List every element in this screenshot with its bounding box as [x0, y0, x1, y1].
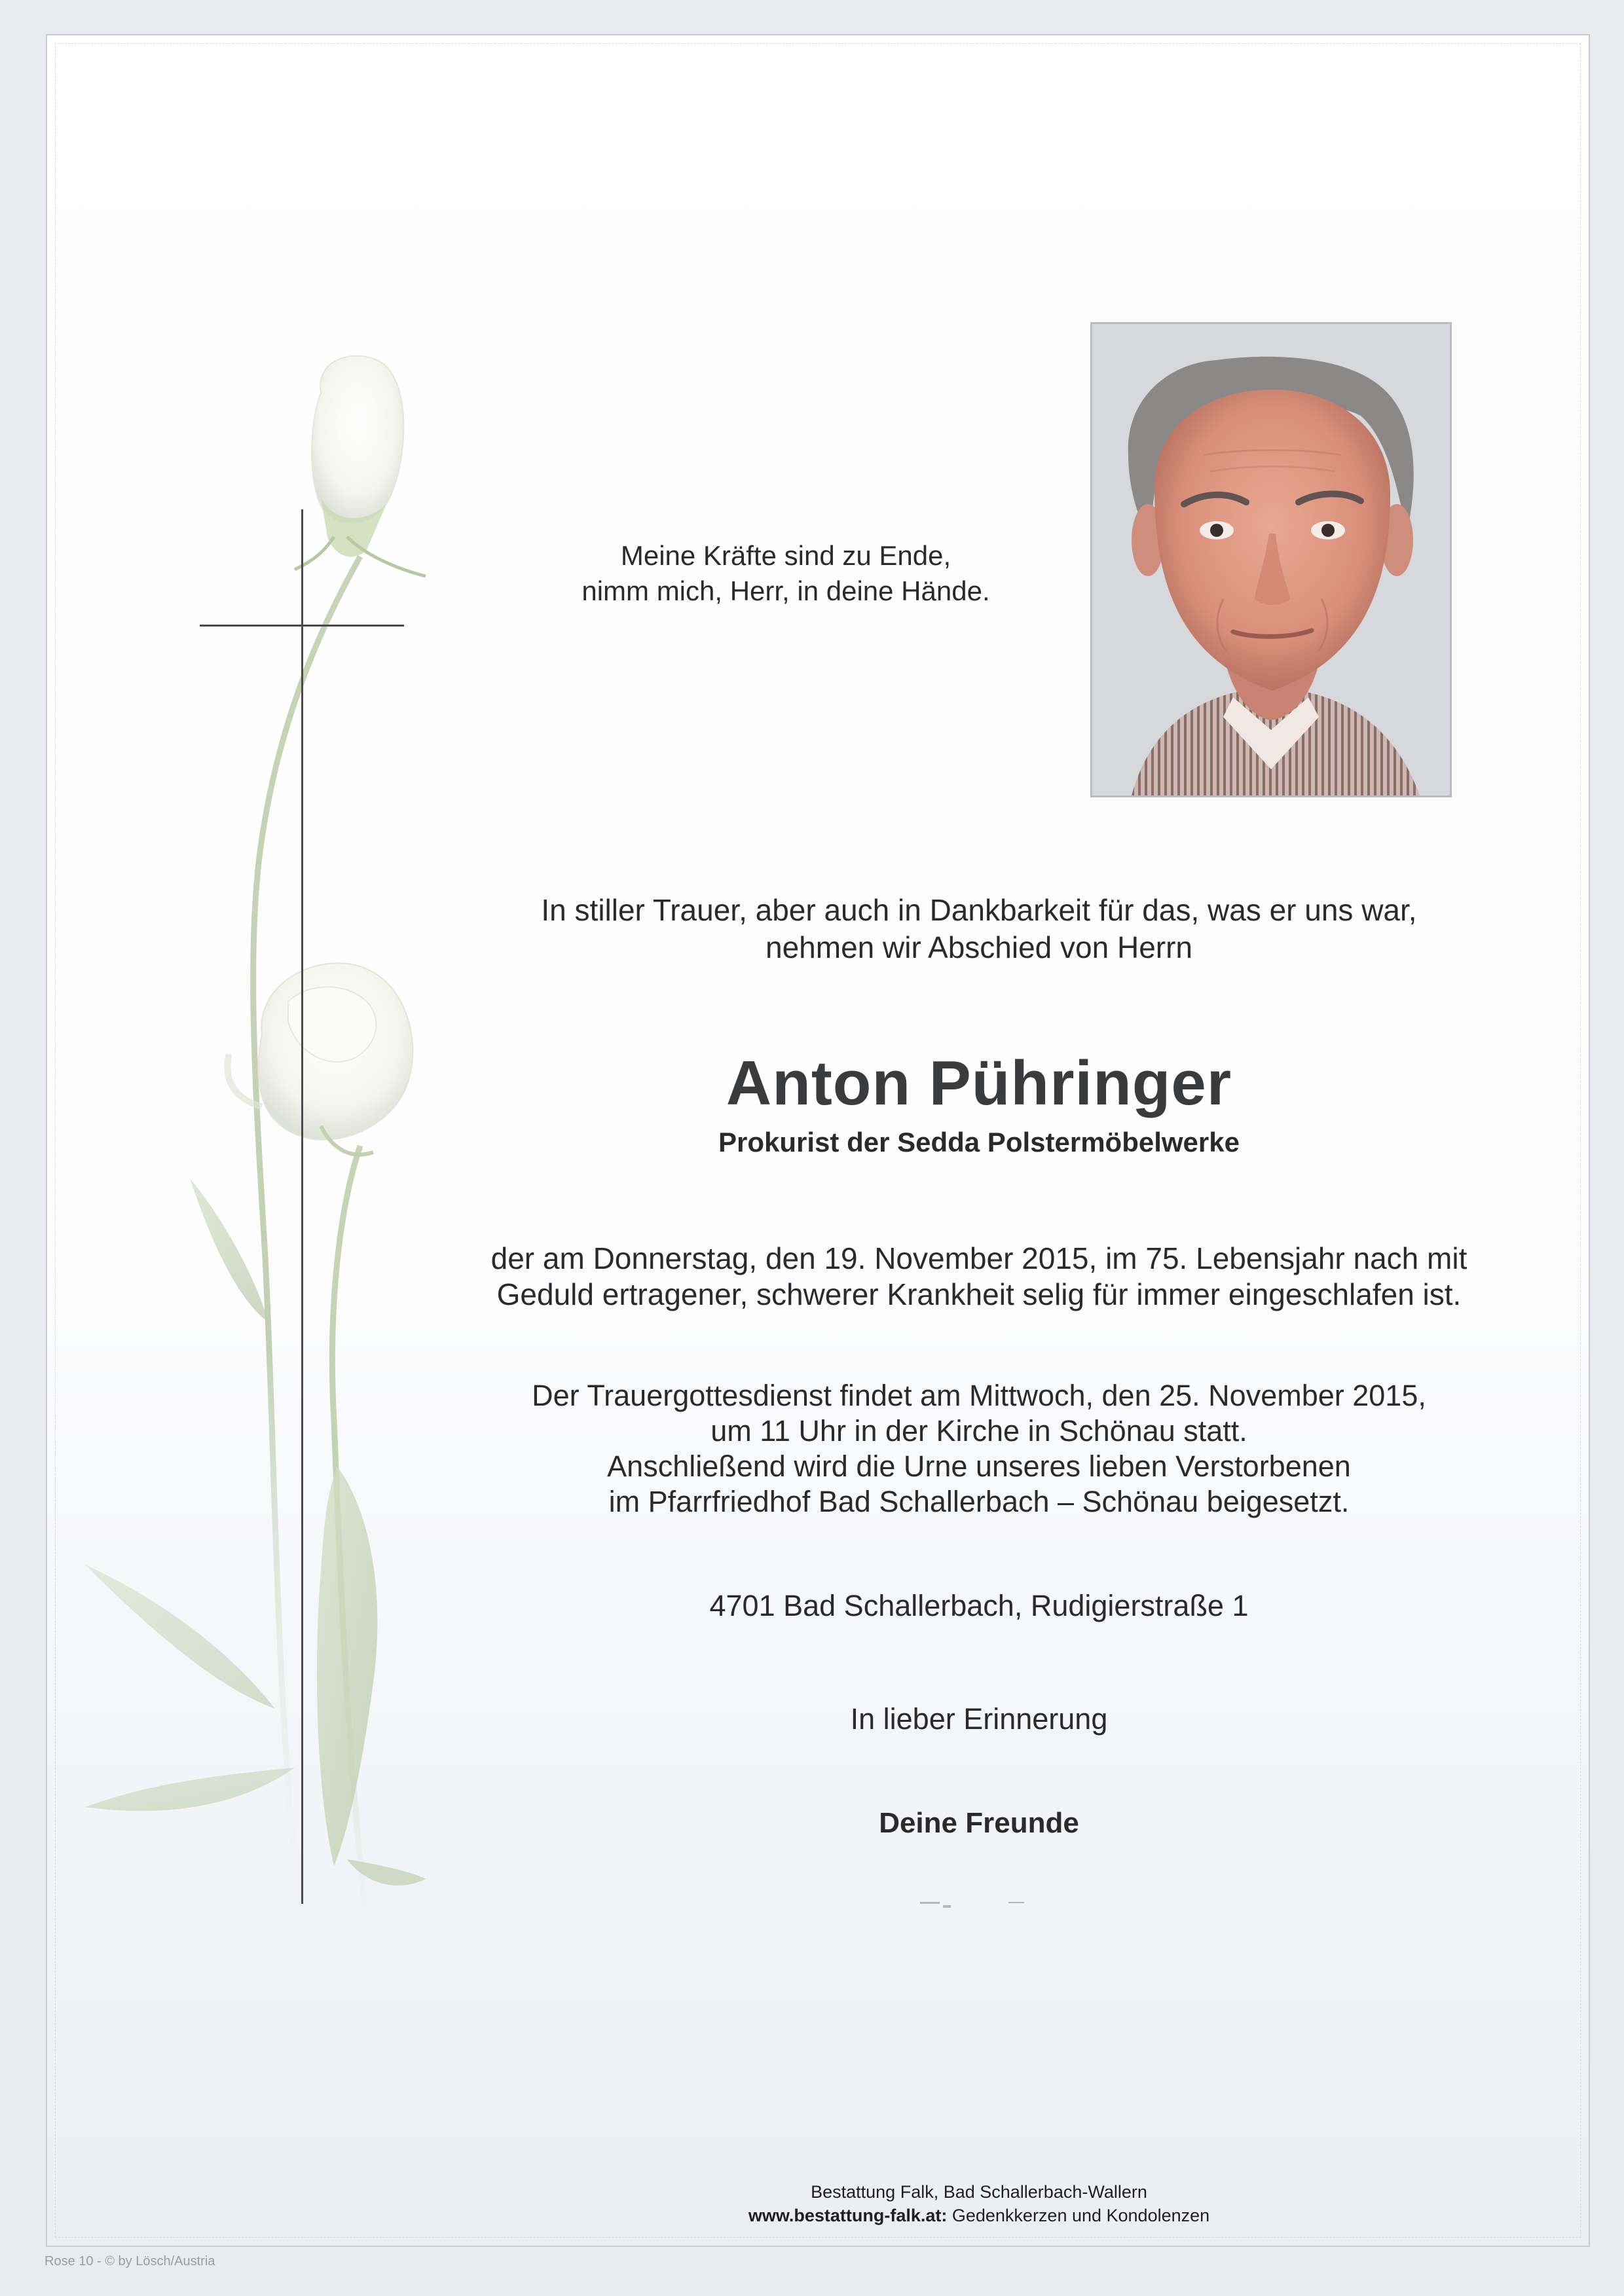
service-info: [458, 1378, 1500, 1520]
death-notice: [458, 1241, 1500, 1313]
cross-icon: [301, 509, 303, 1904]
service-line-2: um 11 Uhr in der Kirche in Schönau statt.: [710, 1414, 1247, 1448]
footer-line-1: Bestattung Falk, Bad Schallerbach-Wallern: [811, 2182, 1147, 2202]
footer-line-2-rest: Gedenkkerzen und Kondolenzen: [947, 2206, 1210, 2225]
portrait-photo: [1090, 322, 1452, 797]
white-rose-illustration: [59, 340, 517, 2056]
deceased-name: Anton Pühringer: [726, 1048, 1232, 1118]
quote-line-2: nimm mich, Herr, in deine Hände.: [581, 575, 990, 606]
cross-crossbar: [200, 625, 404, 627]
service-line-4: im Pfarrfriedhof Bad Schallerbach – Schönau beigesetzt.: [608, 1485, 1350, 1518]
service-line-1: Der Trauergottesdienst findet am Mittwoch, den 25. November 2015,: [532, 1379, 1426, 1412]
closing-phrase: In lieber Erinnerung: [850, 1702, 1108, 1736]
footer-line-2: [524, 2204, 1434, 2227]
scan-speck: [920, 1902, 940, 1904]
scan-speck: [1008, 1902, 1024, 1903]
intro-line-2: nehmen wir Abschied von Herrn: [766, 930, 1192, 964]
service-line-3: Anschließend wird die Urne unseres lieben Verstorbenen: [607, 1449, 1351, 1483]
family-address: 4701 Bad Schallerbach, Rudigierstraße 1: [709, 1589, 1249, 1622]
footer-url[interactable]: www.bestattung-falk.at:: [748, 2206, 948, 2225]
intro-text: [458, 892, 1500, 966]
image-credit: Rose 10 - © by Lösch/Austria: [45, 2254, 215, 2269]
death-notice-line-1: der am Donnerstag, den 19. November 2015, im 75. Lebensjahr nach mit: [490, 1241, 1467, 1275]
scan-speck: [943, 1905, 951, 1908]
quote-line-1: Meine Kräfte sind zu Ende,: [620, 540, 951, 571]
intro-line-1: In stiller Trauer, aber auch in Dankbarkeit für das, was er uns war,: [541, 893, 1417, 927]
deceased-role: Prokurist der Sedda Polstermöbelwerke: [718, 1127, 1240, 1157]
death-notice-line-2: Geduld ertragener, schwerer Krankheit selig für immer eingeschlafen ist.: [496, 1277, 1462, 1311]
signature: Deine Freunde: [879, 1807, 1079, 1839]
quote: [458, 538, 1113, 609]
footer: [524, 2180, 1434, 2227]
